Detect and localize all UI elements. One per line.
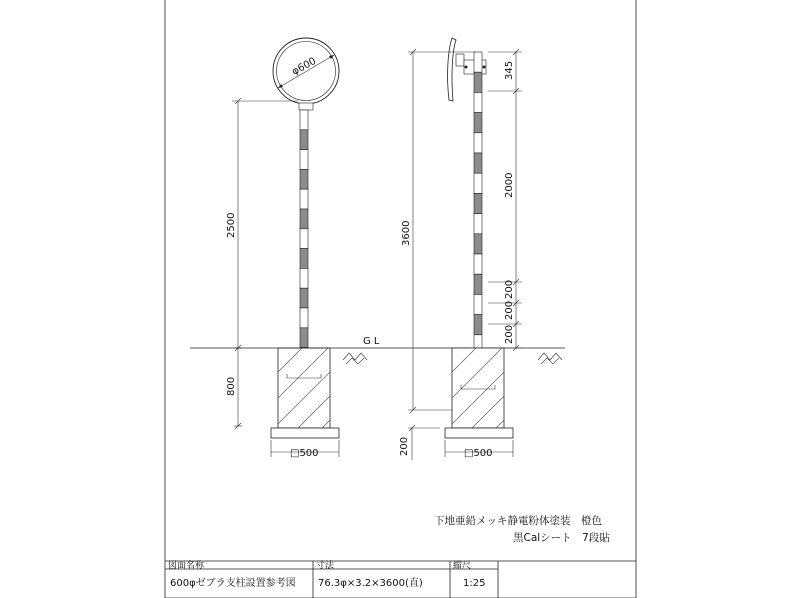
size-value: 76.3φ×3.2×3600(直) xyxy=(318,578,423,589)
mirror-diameter-label: φ600 xyxy=(290,55,319,78)
front-view xyxy=(226,38,339,459)
side-view xyxy=(399,38,522,460)
pole-segment xyxy=(474,133,482,153)
pole-segment xyxy=(474,72,482,92)
front-foundation xyxy=(271,348,339,438)
pole-segment xyxy=(474,153,482,173)
front-height-dim: 2500 xyxy=(226,212,237,238)
embed-depth-dim: 800 xyxy=(226,376,237,396)
top-section-dim: 345 xyxy=(504,60,515,80)
pole-segment xyxy=(474,193,482,213)
size-label: 寸法 xyxy=(316,561,335,571)
pole-segment xyxy=(300,130,308,150)
pole-segment xyxy=(300,150,308,170)
stripe-b-dim: 200 xyxy=(504,300,515,320)
stripe-c-dim: 200 xyxy=(504,324,515,344)
total-height-dim: 3600 xyxy=(401,220,412,246)
pole-segment xyxy=(474,113,482,133)
finish-note-line1: 下地亜鉛メッキ静電粉体塗装 橙色 xyxy=(434,515,602,527)
pole-segment xyxy=(300,229,308,249)
finish-note-line2: 黒Calシート 7段貼 xyxy=(513,532,610,544)
base-thickness-dimension xyxy=(408,425,440,460)
pole-segment xyxy=(300,169,308,189)
pole-segment xyxy=(474,294,482,314)
pole-segment xyxy=(474,335,482,348)
ground-hatch-left xyxy=(343,353,367,364)
pole-segment xyxy=(300,249,308,269)
drawing-name-value: 600φゼブラ支柱設置参考図 xyxy=(170,578,296,589)
scale-label: 縮尺 xyxy=(453,561,472,571)
pole-segment xyxy=(474,173,482,193)
ground-label: G L xyxy=(363,336,380,347)
mirror-bracket xyxy=(299,103,313,110)
pole-segment xyxy=(300,268,308,288)
pole-segment xyxy=(474,92,482,112)
sheet-border xyxy=(165,0,636,598)
pole-segment xyxy=(300,110,308,130)
scale-value: 1:25 xyxy=(463,578,486,589)
base-thickness-dim: 200 xyxy=(399,436,410,456)
stripe-a-dim: 200 xyxy=(504,279,515,299)
pole-segment xyxy=(474,315,482,335)
pole-segment xyxy=(300,189,308,209)
pole-segment xyxy=(474,274,482,294)
pole-segment xyxy=(474,254,482,274)
pole-segment xyxy=(474,234,482,254)
pole-segment xyxy=(300,328,308,348)
side-foundation xyxy=(445,348,513,438)
ground-hatch-right xyxy=(538,353,562,364)
pole-segment xyxy=(300,209,308,229)
stripe-span-dim: 2000 xyxy=(504,172,515,198)
drawing-name-label: 図面名称 xyxy=(168,561,205,571)
pole-segment xyxy=(474,52,482,72)
pole-segment xyxy=(300,288,308,308)
pole-segment xyxy=(300,308,308,328)
front-foundation-size: □500 xyxy=(290,448,319,459)
side-foundation-size: □500 xyxy=(464,448,493,459)
pole-segment xyxy=(474,214,482,234)
